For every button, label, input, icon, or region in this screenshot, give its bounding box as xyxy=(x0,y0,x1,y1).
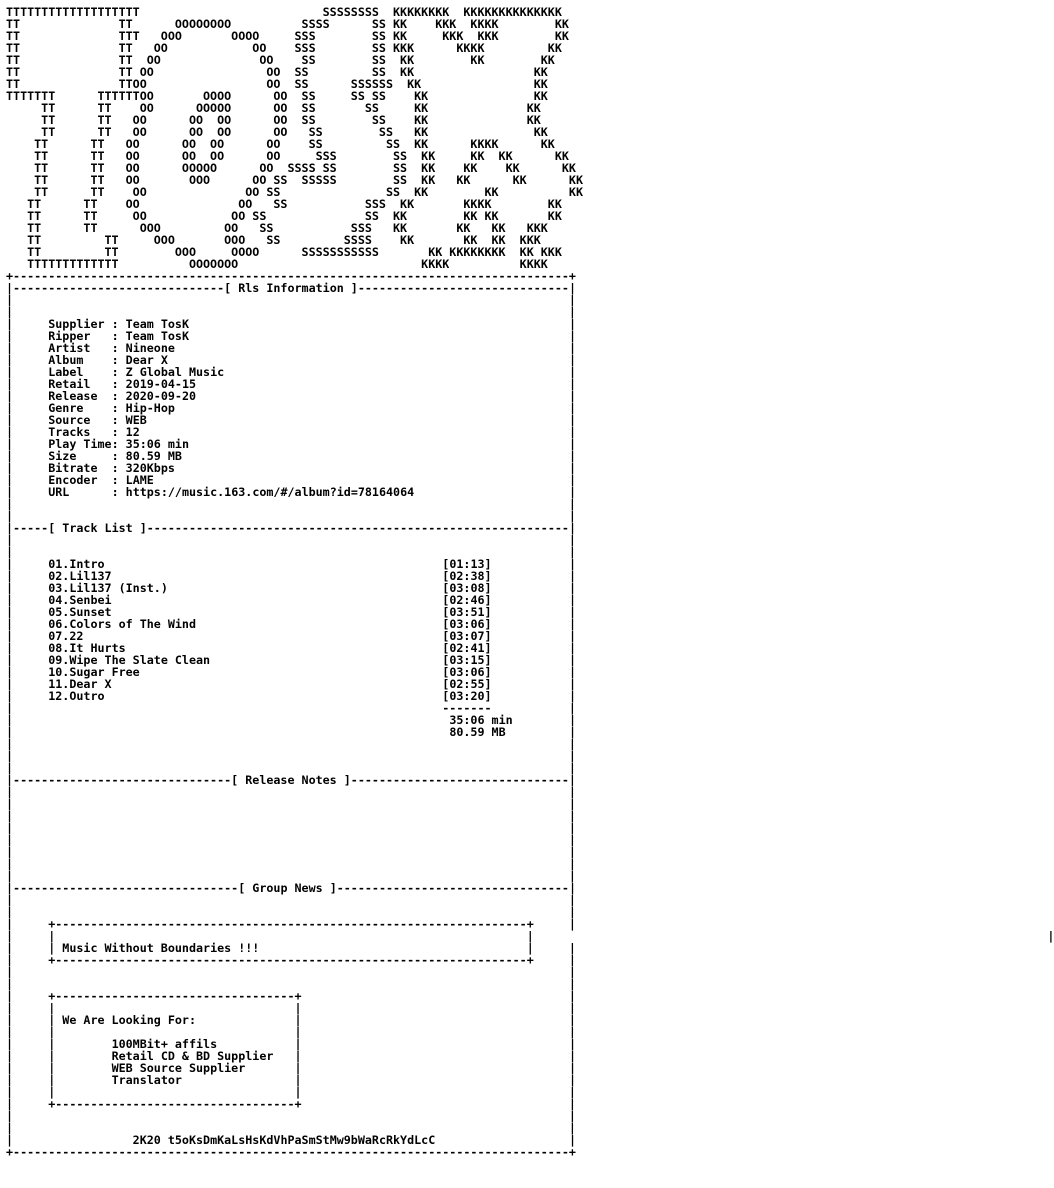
info-label: Label xyxy=(48,365,112,379)
track-title: 05.Sunset xyxy=(48,605,112,619)
logo-line: TT TT OOO OOOO SSSSSSSSSSS KK KKKKKKKK KK KKK xyxy=(6,245,562,259)
track-time: [03:20] xyxy=(442,689,492,703)
section-title-rls-info: [ Rls Information ] xyxy=(224,281,358,295)
section-title-release-notes: [ Release Notes ] xyxy=(231,773,351,787)
track-title: 11.Dear X xyxy=(48,677,112,691)
blank-line: | | xyxy=(6,893,576,907)
info-value: WEB xyxy=(125,413,147,427)
blank-line: | | xyxy=(6,797,576,811)
track-row: | 10.Sugar Free [03:06] | xyxy=(6,665,577,679)
track-time: [01:13] xyxy=(442,557,492,571)
logo-line: TT TT OO OO OO OO SSS SS KK KK KK KK xyxy=(6,149,569,163)
info-row: | Play Time: 35:06 min | xyxy=(6,437,577,451)
totals-separator: ------- xyxy=(442,701,492,715)
track-row: | 06.Colors of The Wind [03:06] | xyxy=(6,617,577,631)
track-title: 10.Sugar Free xyxy=(48,665,140,679)
info-row: | Album : Dear X | xyxy=(6,353,577,367)
logo-line: TT TT OO OOOOO OO SS SS KK KK xyxy=(6,101,541,115)
info-value: Team TosK xyxy=(125,317,189,331)
info-row: | Artist : Nineone | xyxy=(6,341,577,355)
info-label: Retail xyxy=(48,377,112,391)
info-label: Tracks xyxy=(48,425,112,439)
track-row: | 05.Sunset [03:51] | xyxy=(6,605,577,619)
info-row: | Ripper : Team TosK | xyxy=(6,329,577,343)
track-time: [02:41] xyxy=(442,641,492,655)
blank-line: | | xyxy=(6,533,576,547)
track-time: [02:38] xyxy=(442,569,492,583)
track-title: 01.Intro xyxy=(48,557,105,571)
track-row: | 08.It Hurts [02:41] | xyxy=(6,641,577,655)
logo-line: TT TT OOO OO SS SSS KK KK KK KKK xyxy=(6,221,548,235)
info-row: | Bitrate : 320Kbps | xyxy=(6,461,577,475)
logo-line: TT TT OO OO SS SS KK KK KK KK xyxy=(6,209,562,223)
info-label: Bitrate xyxy=(48,461,112,475)
track-time: [02:55] xyxy=(442,677,492,691)
looking-box-line: | | | | xyxy=(6,1025,576,1039)
blank-line: | | xyxy=(6,821,576,835)
blank-line: | | xyxy=(6,869,576,883)
info-value: 35:06 min xyxy=(125,437,189,451)
frame-top-border: +-------------------------------------------------------------------------------+ xyxy=(6,269,576,283)
looking-box-line: | | | | xyxy=(6,1001,576,1015)
info-label: Encoder xyxy=(48,473,112,487)
footer-row: | 2K20 t5oKsDmKaLsHsKdVhPaSmStMw9bWaRcRkYdLcC | xyxy=(6,1133,576,1147)
motto-box-line: | | Music Without Boundaries !!! | | xyxy=(6,941,576,955)
info-value: 2020-09-20 xyxy=(125,389,197,403)
total-size: 80.59 MB xyxy=(449,725,506,739)
info-value: https://music.163.com/#/album?id=78164064 xyxy=(125,485,415,499)
logo-line: TT TT OO OO OO OO SS SS KK KK xyxy=(6,125,548,139)
info-row: | URL : https://music.163.com/#/album?id=78164064 | xyxy=(6,485,576,499)
looking-box-line: | | We Are Looking For: | | xyxy=(6,1013,576,1027)
track-title: 08.It Hurts xyxy=(48,641,126,655)
motto-box-line: | | | | xyxy=(6,929,1054,943)
info-row: | Release : 2020-09-20 | xyxy=(6,389,577,403)
track-title: 04.Senbei xyxy=(48,593,112,607)
total-time: 35:06 min xyxy=(449,713,513,727)
info-label: Play Time xyxy=(48,437,112,451)
info-row: | Source : WEB | xyxy=(6,413,577,427)
blank-line: | | xyxy=(6,1109,576,1123)
info-row: | Encoder : LAME | xyxy=(6,473,577,487)
track-row: | 09.Wipe The Slate Clean [03:15] | xyxy=(6,653,577,667)
track-time: [03:07] xyxy=(442,629,492,643)
info-row: | Tracks : 12 | xyxy=(6,425,576,439)
logo-line: TT TT OO OO SSS SS KKK KKKK KK xyxy=(6,41,562,55)
group-motto: Music Without Boundaries !!! xyxy=(62,941,260,955)
blank-line: | | xyxy=(6,857,576,871)
info-value: Z Global Music xyxy=(125,365,225,379)
looking-box-line: | | WEB Source Supplier | | xyxy=(6,1061,576,1075)
section-title-rls-info-row: |------------------------------[ Rls Information ]------------------------------| xyxy=(6,281,576,295)
logo-line: TT TT OOO OOO SS SSSS KK KK KK KKK xyxy=(6,233,541,247)
info-value: Team TosK xyxy=(125,329,189,343)
looking-box-line: | | Translator | | xyxy=(6,1073,576,1087)
blank-line: | | xyxy=(6,977,576,991)
section-title-track-list: [ Track List ] xyxy=(48,521,147,535)
logo-line: TT TTT OOO OOOO SSS SS KK KKK KKK KK xyxy=(6,29,569,43)
blank-line: | | xyxy=(6,809,576,823)
blank-line: | | xyxy=(6,293,576,307)
track-title: 07.22 xyxy=(48,629,84,643)
blank-line: | | xyxy=(6,497,576,511)
info-label: Release xyxy=(48,389,112,403)
looking-for-item: WEB Source Supplier xyxy=(111,1061,246,1075)
info-label: Ripper xyxy=(48,329,112,343)
blank-line: | | xyxy=(6,749,576,763)
section-title-group-news: [ Group News ] xyxy=(238,881,337,895)
section-title-group-news-row: |--------------------------------[ Group News ]---------------------------------| xyxy=(6,881,576,895)
looking-box-line: | | 100MBit+ affils | | xyxy=(6,1037,576,1051)
logo-line: TT TT OO OO SS SS KK KK xyxy=(6,65,548,79)
info-row: | Label : Z Global Music | xyxy=(6,365,576,379)
info-value: LAME xyxy=(125,473,154,487)
logo-line: TTTTTTTTTTTTTTTTTTT SSSSSSSS KKKKKKKK KKKKKKKKKKKKKK xyxy=(6,5,562,19)
looking-box-line: | | Retail CD & BD Supplier | | xyxy=(6,1049,576,1063)
info-label: URL xyxy=(48,485,112,499)
totals-row: | 35:06 min | xyxy=(6,713,576,727)
info-label: Source xyxy=(48,413,112,427)
track-row: | 12.Outro [03:20] | xyxy=(6,689,577,703)
track-time: [03:06] xyxy=(442,665,492,679)
info-label: Supplier xyxy=(48,317,112,331)
info-label: Album xyxy=(48,353,112,367)
logo-line: TT TT OOOOOOOO SSSS SS KK KKK KKKK KK xyxy=(6,17,569,31)
totals-row: | 80.59 MB | xyxy=(6,725,576,739)
blank-line: | | xyxy=(6,305,576,319)
info-label: Genre xyxy=(48,401,112,415)
logo-line: TT TT OO OO OO OO SS SS KK KKKK KK xyxy=(6,137,555,151)
track-time: [03:51] xyxy=(442,605,492,619)
blank-line: | | xyxy=(6,785,576,799)
footer-signature: 2K20 t5oKsDmKaLsHsKdVhPaSmStMw9bWaRcRkYdLcC xyxy=(132,1133,436,1147)
info-value: 320Kbps xyxy=(125,461,175,475)
info-row: | Supplier : Team TosK | xyxy=(6,317,577,331)
frame-row xyxy=(6,1146,672,1158)
info-value: 80.59 MB xyxy=(125,449,182,463)
track-row: | 11.Dear X [02:55] | xyxy=(6,677,577,691)
track-row: | 01.Intro [01:13] | xyxy=(6,557,577,571)
blank-line: | | xyxy=(6,965,576,979)
blank-line: | | xyxy=(6,545,576,559)
logo-line: TTTTTTT TTTTTTOO OOOO OO SS SS SS KK KK xyxy=(6,89,548,103)
info-value: 12 xyxy=(125,425,140,439)
info-value: 2019-04-15 xyxy=(125,377,197,391)
track-title: 12.Outro xyxy=(48,689,105,703)
info-value: Hip-Hop xyxy=(125,401,175,415)
looking-box-border: | +----------------------------------+ | xyxy=(6,1097,576,1111)
looking-for-item: Translator xyxy=(111,1073,182,1087)
frame-bottom-border: +-------------------------------------------------------------------------------+ xyxy=(6,1145,576,1159)
track-time: [03:08] xyxy=(442,581,492,595)
logo-line: TT TT OO OO SS SS KK KK KK xyxy=(6,53,555,67)
logo-line: TT TT OO OOO OO SS SSSSS SS KK KK KK KK xyxy=(6,173,583,187)
logo-line: TT TTOO OO SS SSSSSS KK KK xyxy=(6,77,548,91)
blank-line: | | xyxy=(6,905,576,919)
track-title: 09.Wipe The Slate Clean xyxy=(48,653,211,667)
track-row: | 04.Senbei [02:46] | xyxy=(6,593,577,607)
blank-line: | | xyxy=(6,509,576,523)
track-time: [02:46] xyxy=(442,593,492,607)
blank-line: | | xyxy=(6,1121,576,1135)
track-row: | 02.Lil137 [02:38] | xyxy=(6,569,577,583)
blank-line: | | xyxy=(6,761,576,775)
info-value: Nineone xyxy=(125,341,175,355)
looking-for-item: 100MBit+ affils xyxy=(111,1037,218,1051)
logo-line: TT TT OO OO OO OO SS SS KK KK xyxy=(6,113,541,127)
track-title: 03.Lil137 (Inst.) xyxy=(48,581,168,595)
track-row: | 03.Lil137 (Inst.) [03:08] | xyxy=(6,581,577,595)
info-label: Artist xyxy=(48,341,112,355)
track-row: | 07.22 [03:07] | xyxy=(6,629,577,643)
logo-line: TT TT OO OO SS SS KK KK KK xyxy=(6,185,583,199)
track-title: 06.Colors of The Wind xyxy=(48,617,197,631)
blank-line: | | xyxy=(6,845,576,859)
track-time: [03:15] xyxy=(442,653,492,667)
logo-line: TT TT OO OOOOO OO SSSS SS SS KK KK KK KK xyxy=(6,161,576,175)
blank-line: | | xyxy=(6,737,576,751)
motto-box-border: | +-------------------------------------------------------------------+ | xyxy=(6,953,576,967)
looking-box-border: | +----------------------------------+ | xyxy=(6,989,576,1003)
totals-row: | ------- | xyxy=(6,701,576,715)
logo-line: TT TT OO OO SS SSS KK KKKK KK xyxy=(6,197,562,211)
track-title: 02.Lil137 xyxy=(48,569,112,583)
looking-for-title: We Are Looking For: xyxy=(62,1013,196,1027)
logo-line: TTTTTTTTTTTTT OOOOOOO KKKK KKKK xyxy=(6,257,548,271)
looking-for-item: Retail CD & BD Supplier xyxy=(111,1049,274,1063)
track-time: [03:06] xyxy=(442,617,492,631)
looking-box-line: | | | | xyxy=(6,1085,576,1099)
info-row: | Retail : 2019-04-15 | xyxy=(6,377,577,391)
motto-box-border: | +-------------------------------------------------------------------+ | xyxy=(6,917,576,931)
info-row: | Size : 80.59 MB | xyxy=(6,449,576,463)
info-row: | Genre : Hip-Hop | xyxy=(6,401,577,415)
info-value: Dear X xyxy=(125,353,168,367)
blank-line: | | xyxy=(6,833,576,847)
info-label: Size xyxy=(48,449,112,463)
section-title-track-list-row: |-----[ Track List ]------------------------------------------------------------| xyxy=(6,521,576,535)
section-title-release-notes-row: |-------------------------------[ Release Notes ]-------------------------------| xyxy=(6,773,576,787)
